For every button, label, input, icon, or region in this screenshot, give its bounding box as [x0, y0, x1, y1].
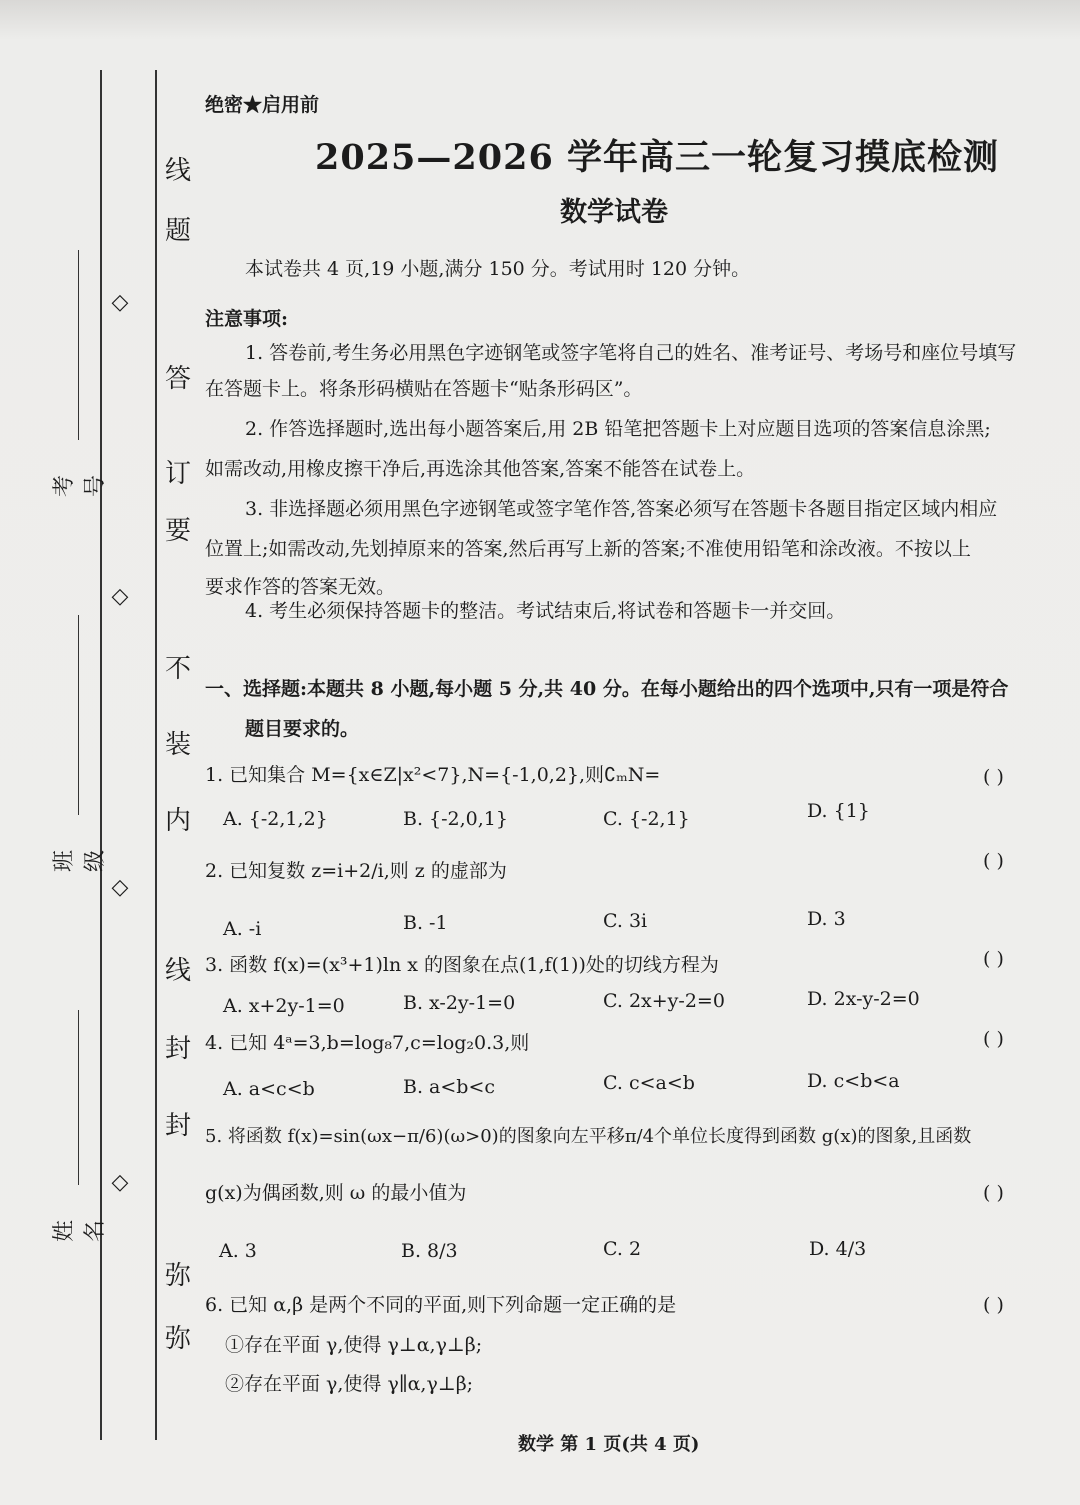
option-b: B. x-2y-1=0 — [403, 992, 516, 1014]
question-3-stem: 3. 函数 f(x)=(x³+1)ln x 的图象在点(1,f(1))处的切线方程为 — [205, 954, 719, 976]
section-heading: 一、选择题:本题共 8 小题,每小题 5 分,共 40 分。在每小题给出的四个选项中,只有一项是符合 — [205, 678, 1009, 700]
seal-char: 题 — [164, 216, 191, 246]
option-d: D. 4/3 — [809, 1238, 867, 1260]
seal-char: 弥 — [164, 1324, 191, 1354]
option-c: C. 2x+y-2=0 — [603, 990, 725, 1012]
page-title: 2025—2026 学年高三一轮复习摸底检测 — [315, 137, 1000, 178]
option-a: A. 3 — [219, 1240, 257, 1262]
field-underline — [78, 250, 79, 440]
field-label-class: 班级 — [52, 850, 108, 873]
seal-char: 装 — [164, 730, 191, 760]
seal-char: 要 — [164, 516, 191, 546]
option-c: C. {-2,1} — [603, 808, 690, 830]
answer-paren: ( ) — [983, 766, 1004, 788]
question-5-stem-cont: g(x)为偶函数,则 ω 的最小值为 — [205, 1182, 467, 1204]
answer-paren: ( ) — [983, 948, 1004, 970]
option-c: C. 2 — [603, 1238, 642, 1260]
question-5-stem: 5. 将函数 f(x)=sin(ωx−π/6)(ω>0)的图象向左平移π/4个单位长度得到函数 g(x)的图象,且函数 — [205, 1126, 972, 1147]
option-d: D. 3 — [807, 908, 846, 930]
question-6-stem: 6. 已知 α,β 是两个不同的平面,则下列命题一定正确的是 — [205, 1294, 677, 1316]
statement-item: ②存在平面 γ,使得 γ∥α,γ⊥β; — [225, 1373, 474, 1395]
binding-strip — [0, 60, 200, 1450]
note-line: 3. 非选择题必须用黑色字迹钢笔或签字笔作答,答案必须写在答题卡各题目指定区域内相应 — [245, 498, 998, 520]
option-b: B. a<b<c — [403, 1076, 496, 1098]
diamond-mark: ◇ — [111, 584, 129, 609]
diamond-mark: ◇ — [111, 290, 129, 315]
binding-line-inner — [155, 70, 157, 1440]
field-underline — [78, 615, 79, 815]
note-line: 2. 作答选择题时,选出每小题答案后,用 2B 铅笔把答题卡上对应题目选项的答案信息涂黑; — [245, 418, 991, 440]
answer-paren: ( ) — [983, 1028, 1004, 1050]
seal-char: 不 — [164, 654, 191, 684]
answer-paren: ( ) — [983, 1294, 1004, 1316]
option-d: D. {1} — [807, 800, 870, 822]
option-b: B. {-2,0,1} — [403, 808, 508, 830]
seal-char: 订 — [164, 459, 191, 489]
page-footer: 数学 第 1 页(共 4 页) — [518, 1434, 700, 1455]
field-label-exam-number: 考号 — [52, 475, 108, 498]
note-line: 位置上;如需改动,先划掉原来的答案,然后再写上新的答案;不准使用铅笔和涂改液。不按以上 — [205, 538, 971, 560]
option-a: A. {-2,1,2} — [223, 808, 328, 830]
option-d: D. 2x-y-2=0 — [807, 988, 920, 1010]
seal-char: 弥 — [164, 1261, 191, 1291]
question-4-stem: 4. 已知 4ᵃ=3,b=log₈7,c=log₂0.3,则 — [205, 1032, 530, 1054]
note-line: 4. 考生必须保持答题卡的整洁。考试结束后,将试卷和答题卡一并交回。 — [245, 600, 846, 622]
statement-item: ①存在平面 γ,使得 γ⊥α,γ⊥β; — [225, 1334, 483, 1356]
page-subtitle: 数学试卷 — [560, 197, 668, 228]
intro-text: 本试卷共 4 页,19 小题,满分 150 分。考试用时 120 分钟。 — [245, 258, 751, 280]
answer-paren: ( ) — [983, 850, 1004, 872]
option-b: B. 8/3 — [401, 1240, 458, 1262]
note-line: 要求作答的答案无效。 — [205, 576, 396, 598]
seal-char: 封 — [164, 1034, 191, 1064]
question-1-stem: 1. 已知集合 M={x∈Z|x²<7},N={-1,0,2},则∁ₘN= — [205, 764, 661, 786]
note-line: 如需改动,用橡皮擦干净后,再选涂其他答案,答案不能答在试卷上。 — [205, 458, 756, 480]
note-line: 1. 答卷前,考生务必用黑色字迹钢笔或签字笔将自己的姓名、准考证号、考场号和座位号填写 — [245, 342, 1017, 364]
field-label-name: 姓名 — [52, 1220, 108, 1243]
option-b: B. -1 — [403, 912, 448, 934]
seal-char: 封 — [164, 1111, 191, 1141]
seal-char: 内 — [164, 806, 191, 836]
option-a: A. -i — [223, 918, 262, 940]
field-underline — [78, 1010, 79, 1185]
option-d: D. c<b<a — [807, 1070, 900, 1092]
notes-heading: 注意事项: — [205, 308, 289, 330]
note-line: 在答题卡上。将条形码横贴在答题卡“贴条形码区”。 — [205, 378, 643, 400]
option-a: A. a<c<b — [223, 1078, 315, 1100]
option-a: A. x+2y-1=0 — [223, 995, 345, 1017]
question-2-stem: 2. 已知复数 z=i+2/i,则 z 的虚部为 — [205, 860, 507, 882]
diamond-mark: ◇ — [111, 1170, 129, 1195]
option-c: C. 3i — [603, 910, 648, 932]
diamond-mark: ◇ — [111, 875, 129, 900]
section-heading-cont: 题目要求的。 — [245, 718, 360, 740]
seal-char: 线 — [164, 956, 191, 986]
answer-paren: ( ) — [983, 1182, 1004, 1204]
seal-char: 答 — [164, 364, 191, 394]
seal-char: 线 — [164, 156, 191, 186]
confidential-mark: 绝密★启用前 — [205, 94, 320, 116]
option-c: C. c<a<b — [603, 1072, 695, 1094]
